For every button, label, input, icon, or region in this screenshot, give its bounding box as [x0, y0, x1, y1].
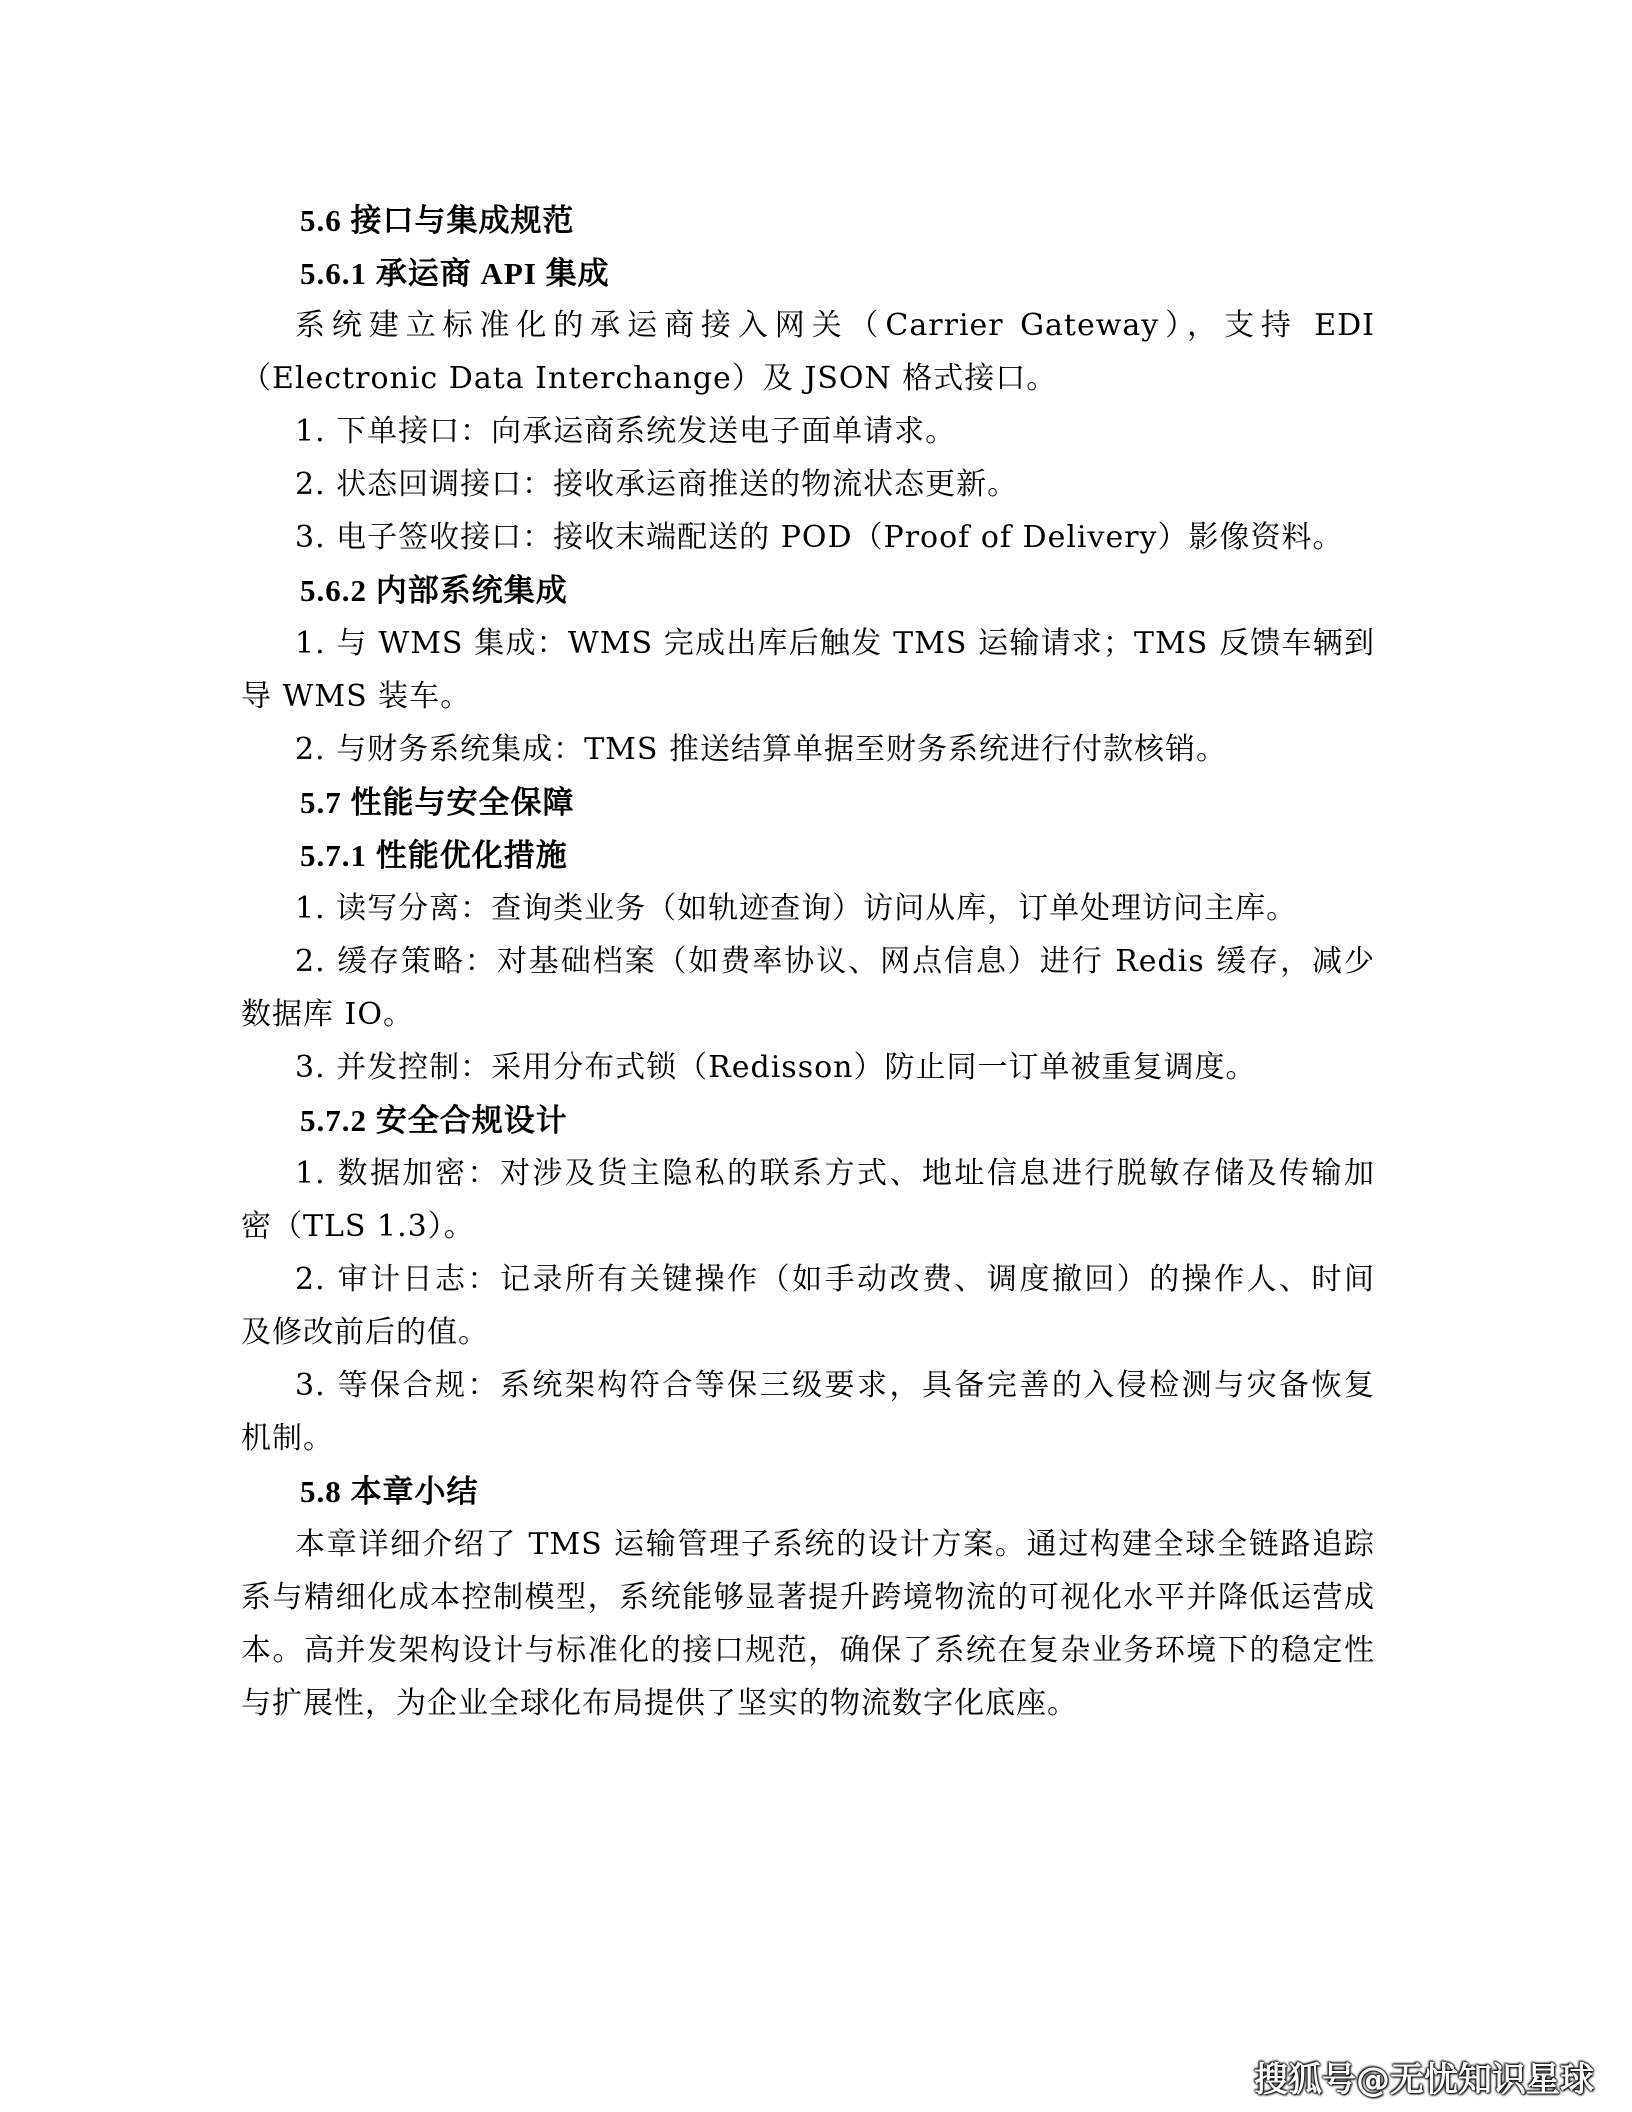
- list-item: 2. 状态回调接口：接收承运商推送的物流状态更新。: [295, 467, 1019, 502]
- subsection-heading-5-7-2: 5.7.2 安全合规设计: [300, 1103, 568, 1138]
- list-item-continuation: 及修改前后的值。: [241, 1315, 489, 1350]
- list-item: 3. 并发控制：采用分布式锁（Redisson）防止同一订单被重复调度。: [295, 1050, 1257, 1085]
- subsection-heading-5-7-1: 5.7.1 性能优化措施: [300, 838, 568, 873]
- list-item: 2. 与财务系统集成：TMS 推送结算单据至财务系统进行付款核销。: [295, 732, 1227, 767]
- paragraph-line: 系统建立标准化的承运商接入网关（Carrier Gateway），支持 EDI: [295, 308, 1375, 343]
- list-item: 1. 读写分离：查询类业务（如轨迹查询）访问从库，订单处理访问主库。: [295, 891, 1298, 926]
- list-item: 3. 等保合规：系统架构符合等保三级要求，具备完善的入侵检测与灾备恢复: [295, 1368, 1375, 1403]
- summary-paragraph-line: 系与精细化成本控制模型，系统能够显著提升跨境物流的可视化水平并降低运营成: [241, 1580, 1375, 1615]
- summary-paragraph-line: 与扩展性，为企业全球化布局提供了坚实的物流数字化底座。: [241, 1686, 1078, 1721]
- section-heading-5-8: 5.8 本章小结: [300, 1474, 479, 1509]
- list-item-continuation: 导 WMS 装车。: [241, 679, 472, 714]
- subsection-heading-5-6-1: 5.6.1 承运商 API 集成: [300, 256, 610, 291]
- list-item-continuation: 机制。: [241, 1421, 334, 1456]
- list-item-continuation: 数据库 IO。: [241, 997, 414, 1032]
- section-heading-5-6: 5.6 接口与集成规范: [300, 203, 575, 238]
- watermark: 搜狐号@无忧知识星球: [1254, 2060, 1594, 2100]
- subsection-heading-5-6-2: 5.6.2 内部系统集成: [300, 573, 568, 608]
- paragraph-line: （Electronic Data Interchange）及 JSON 格式接口。: [241, 361, 1058, 396]
- list-item: 1. 数据加密：对涉及货主隐私的联系方式、地址信息进行脱敏存储及传输加: [295, 1156, 1375, 1191]
- list-item: 2. 缓存策略：对基础档案（如费率协议、网点信息）进行 Redis 缓存，减少: [295, 944, 1375, 979]
- list-item: 1. 与 WMS 集成：WMS 完成出库后触发 TMS 运输请求；TMS 反馈车辆到: [295, 626, 1375, 661]
- list-item-continuation: 密（TLS 1.3）。: [241, 1209, 475, 1244]
- summary-paragraph-line: 本。高并发架构设计与标准化的接口规范，确保了系统在复杂业务环境下的稳定性: [241, 1633, 1375, 1668]
- list-item: 3. 电子签收接口：接收末端配送的 POD（Proof of Delivery）影像资料。: [295, 520, 1344, 555]
- list-item: 2. 审计日志：记录所有关键操作（如手动改费、调度撤回）的操作人、时间: [295, 1262, 1375, 1297]
- list-item: 1. 下单接口：向承运商系统发送电子面单请求。: [295, 414, 957, 449]
- summary-paragraph-line: 本章详细介绍了 TMS 运输管理子系统的设计方案。通过构建全球全链路追踪: [295, 1527, 1375, 1562]
- section-heading-5-7: 5.7 性能与安全保障: [300, 785, 575, 820]
